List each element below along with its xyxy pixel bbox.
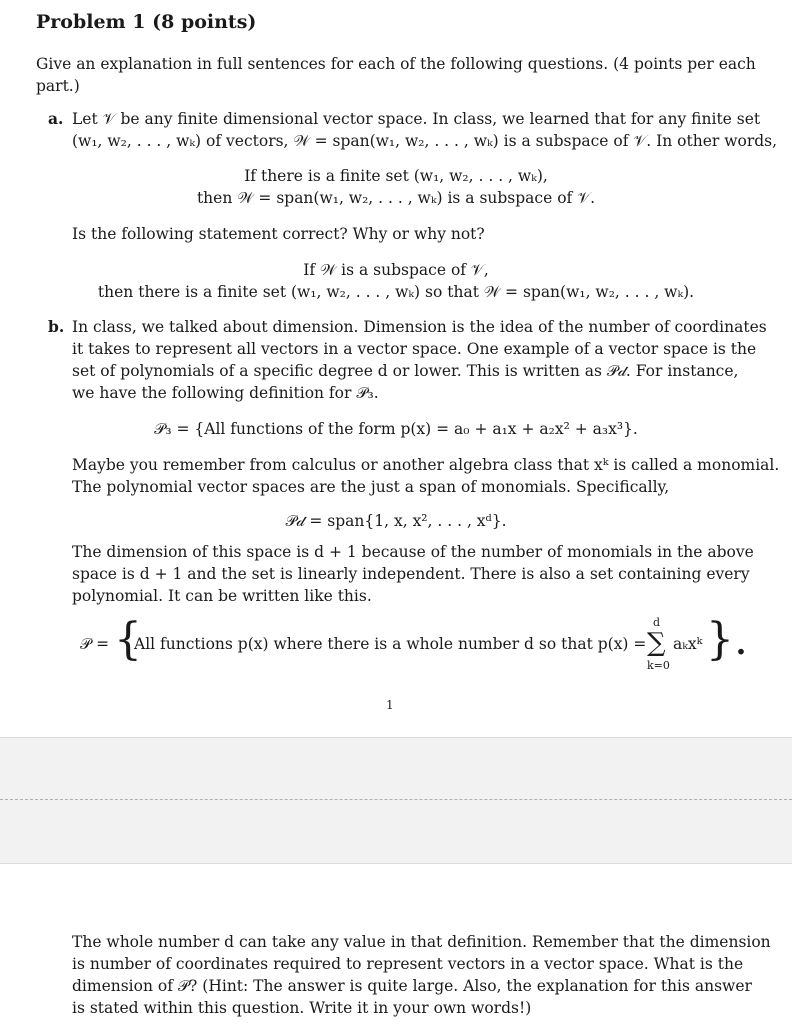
part-b-para2-line-2: The polynomial vector spaces are the just a span of monomials. Specifically, — [72, 478, 670, 496]
definition-pd: 𝒫𝒹 = span{1, x, x², . . . , xᵈ}. — [285, 512, 507, 530]
part-b-line-4: we have the following definition for 𝒫₃. — [72, 384, 379, 402]
definition-p3: 𝒫₃ = {All functions of the form p(x) = a₀ + a₁x + a₂x² + a₃x³}. — [154, 420, 638, 438]
part-a-display-3: If 𝒲 is a subspace of 𝒱, — [303, 261, 489, 279]
part-a-display-2: then 𝒲 = span(w₁, w₂, . . . , wₖ) is a subspace of 𝒱. — [196, 189, 596, 207]
continuation-line-2: is number of coordinates required to represent vectors in a vector space. What is the — [72, 955, 744, 973]
sum-term: aₖxᵏ — [673, 635, 703, 653]
sum-lower-limit: k=0 — [647, 659, 670, 672]
part-a-display-4: then there is a finite set (w₁, w₂, . . . , wₖ) so that 𝒲 = span(w₁, w₂, . . . , wₖ). — [97, 283, 695, 301]
part-a-display-1: If there is a finite set (w₁, w₂, . . . , wₖ), — [244, 167, 548, 185]
part-b-label: b. — [48, 317, 65, 336]
page-number: 1 — [386, 698, 394, 712]
part-a-label: a. — [48, 109, 64, 128]
continuation-line-1: The whole number d can take any value in that definition. Remember that the dimension — [72, 933, 771, 951]
brace-close: }. — [706, 614, 748, 665]
part-a-line-1: Let 𝒱 be any finite dimensional vector space. In class, we learned that for any finite set — [72, 110, 761, 128]
part-a-question: Is the following statement correct? Why or why not? — [72, 225, 485, 243]
definition-p-lhs: 𝒫 = — [80, 635, 110, 653]
part-b-para3-line-2: space is d + 1 and the set is linearly independent. There is also a set containing every — [72, 565, 750, 583]
continuation-line-3: dimension of 𝒫? (Hint: The answer is quite large. Also, the explanation for this answer — [72, 977, 752, 995]
part-a-line-2: (w₁, w₂, . . . , wₖ) of vectors, 𝒲 = span(w₁, w₂, . . . , wₖ) is a subspace of 𝒱. In other words, — [72, 132, 778, 150]
page-break — [0, 737, 792, 864]
definition-p-text: All functions p(x) where there is a whole number d so that p(x) = — [134, 635, 647, 653]
part-b-para2-line-1: Maybe you remember from calculus or another algebra class that xᵏ is called a monomial. — [72, 456, 780, 474]
part-b-para3-line-1: The dimension of this space is d + 1 because of the number of monomials in the above — [72, 543, 754, 561]
problem-title: Problem 1 (8 points) — [36, 11, 257, 33]
intro-line-1: Give an explanation in full sentences for each of the following questions. (4 points per each — [36, 55, 756, 73]
page-break-divider — [0, 799, 792, 800]
sum-symbol: ∑ — [647, 628, 666, 658]
part-b-para3-line-3: polynomial. It can be written like this. — [72, 587, 372, 605]
continuation-line-4: is stated within this question. Write it in your own words!) — [72, 999, 532, 1017]
brace-open: { — [114, 614, 142, 665]
part-b-line-1: In class, we talked about dimension. Dimension is the idea of the number of coordinates — [72, 318, 767, 336]
intro-line-2: part.) — [36, 77, 80, 95]
part-b-line-2: it takes to represent all vectors in a vector space. One example of a vector space is the — [72, 340, 757, 358]
part-b-line-3: set of polynomials of a specific degree d or lower. This is written as 𝒫𝒹. For instance, — [72, 362, 739, 380]
sum-upper-limit: d — [653, 616, 661, 629]
